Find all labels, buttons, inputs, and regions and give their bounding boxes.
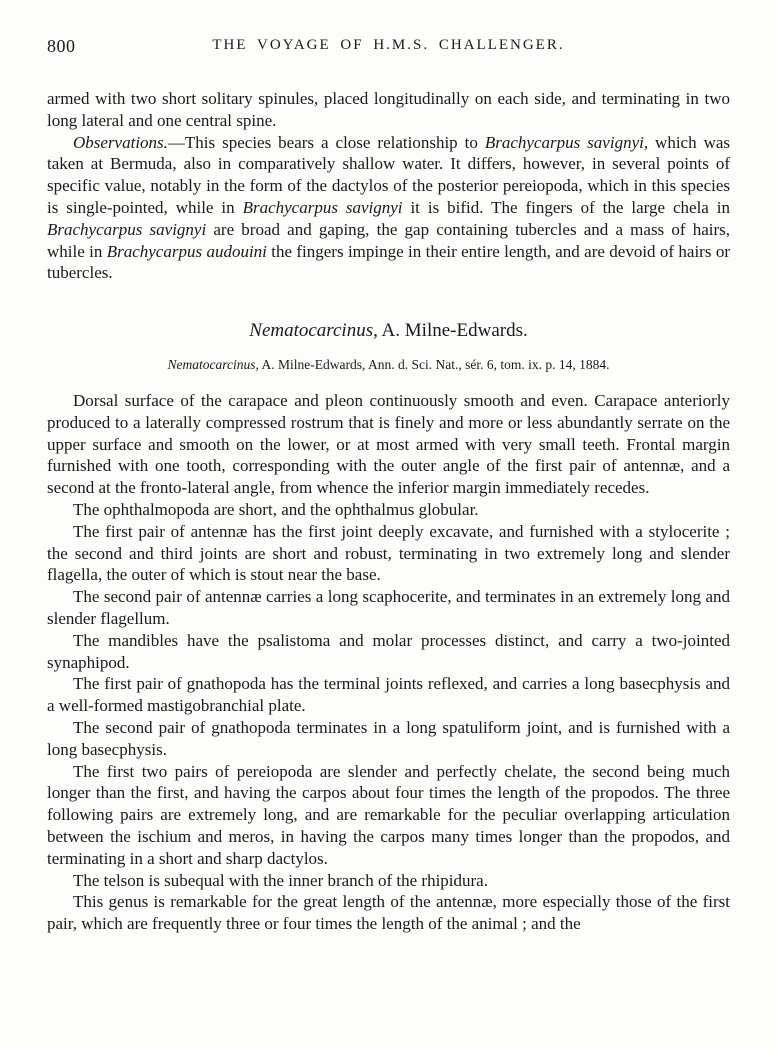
- species-name-italic: Brachycarpus savignyi: [47, 219, 207, 239]
- paragraph-description: The telson is subequal with the inner branch of the rhipidura.: [73, 870, 488, 890]
- paragraph-text: it is bifid. The fingers of the large chela in: [402, 197, 730, 217]
- paragraph-description: The second pair of gnathopoda terminates in a long spatuliform joint, and is furnished with a long basecphysis.: [47, 717, 730, 759]
- species-name-italic: Brachycarpus savignyi: [242, 197, 403, 217]
- genus-citation: [47, 356, 730, 374]
- running-title: THE VOYAGE OF H.M.S. CHALLENGER.: [212, 37, 565, 53]
- observations-label: Observations.: [73, 132, 168, 152]
- heading-author: A. Milne-Edwards.: [377, 320, 528, 342]
- paragraph-description: The mandibles have the psalistoma and molar processes distinct, and carry a two-jointed synaphipod.: [47, 630, 730, 672]
- paragraph-description: The first pair of antennæ has the first joint deeply excavate, and furnished with a stylocerite ; the second and third joints are short and robust, terminating in two extremely long and slender flagella, the outer of which is stout near the base.: [47, 521, 730, 585]
- paragraph-description: The first pair of gnathopoda has the terminal joints reflexed, and carries a long basecphysis and a well-formed mastigobranchial plate.: [47, 674, 730, 716]
- genus-name-italic: Nematocarcinus,: [249, 320, 378, 342]
- species-name-italic: Brachycarpus savignyi,: [484, 132, 649, 152]
- citation-text: A. Milne-Edwards, Ann. d. Sci. Nat., sér. 6, tom. ix. p. 14, 1884.: [258, 356, 610, 372]
- page-body: [47, 88, 730, 935]
- paragraph-text: armed with two short solitary spinules, placed longitudinally on each side, and terminating in two long lateral and one central spine.: [47, 89, 730, 130]
- paragraph-description: This genus is remarkable for the great length of the antennæ, more especially those of the first pair, which are frequently three or four times the length of the animal ; and the: [47, 892, 730, 934]
- paragraph-continuation: [47, 88, 730, 132]
- page-header: [47, 36, 730, 62]
- genus-section-heading: [47, 320, 730, 342]
- paragraph-text: are broad and gaping, the gap containing tubercles and a mass of hairs, while in: [47, 219, 730, 261]
- paragraph-text: which was taken at Bermuda, also in comparatively shallow water. It differs, however, in several points of specific value, notably in the form of the dactylos of the posterior pereiopoda, which in this species is single-pointed, while in: [47, 132, 731, 217]
- page-number: 800: [47, 36, 76, 56]
- paragraph-observations: [47, 132, 730, 285]
- paragraph-text: the fingers impinge in their entire length, and are devoid of hairs or tubercles.: [47, 241, 730, 283]
- paragraph-description: Dorsal surface of the carapace and pleon continuously smooth and even. Carapace anteriorly produced to a laterally compressed rostrum that is finely and more or less abundantly serrate on the upper surface and smooth on the lower, or at most armed with very small teeth. Frontal margin furnished with one tooth, corresponding with the outer angle of the first pair of antennæ, and a second at the fronto-lateral angle, from whence the inferior margin immediately recedes.: [47, 390, 730, 498]
- paragraph-description: The ophthalmopoda are short, and the ophthalmus globular.: [73, 499, 479, 519]
- genus-name-italic: Nematocarcinus,: [167, 356, 259, 372]
- paragraph-text: —This species bears a close relationship to: [167, 132, 485, 152]
- species-name-italic: Brachycarpus audouini: [106, 241, 267, 261]
- paragraph-description: The first two pairs of pereiopoda are slender and perfectly chelate, the second being much longer than the first, and having the carpos about four times the length of the propodos. The three following pairs are extremely long, and are remarkable for the peculiar overlapping articulation between the ischium and meros, in having the carpos many times longer than the propodos, and terminating in a short and sharp dactylos.: [47, 761, 730, 868]
- paragraph-description: The second pair of antennæ carries a long scaphocerite, and terminates in an extremely long and slender flagellum.: [47, 587, 730, 628]
